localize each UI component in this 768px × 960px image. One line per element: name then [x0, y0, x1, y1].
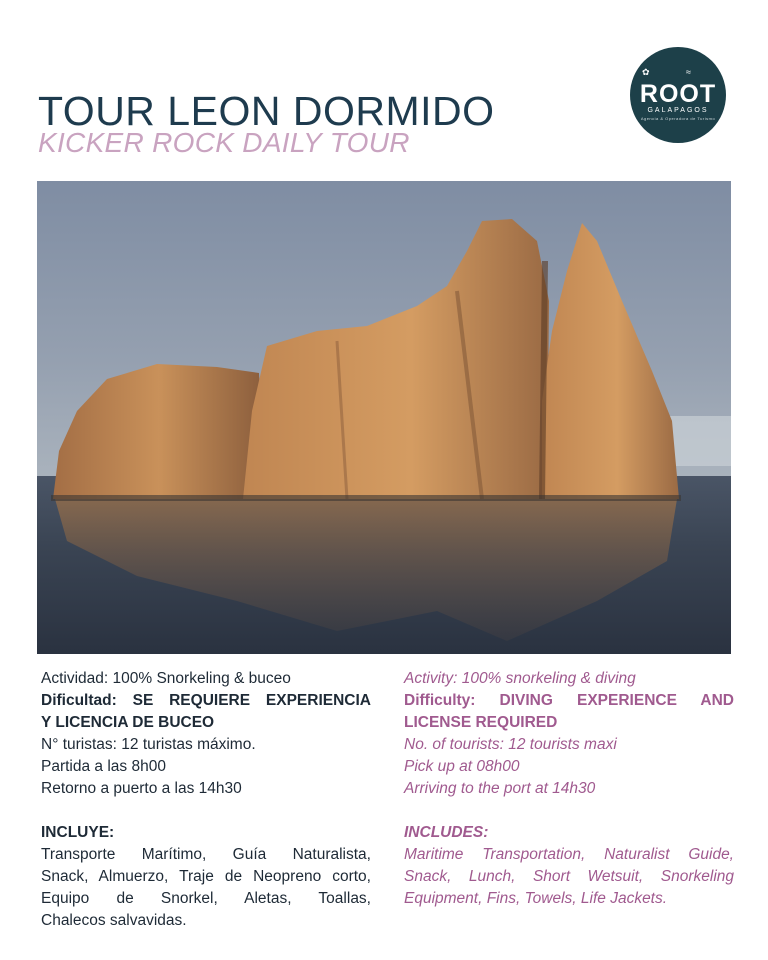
english-details [404, 668, 734, 910]
page-subtitle: KICKER ROCK DAILY TOUR [38, 127, 410, 158]
page-title: TOUR LEON DORMIDO [38, 88, 495, 134]
return-text: Retorno a puerto a las 14h30 [41, 780, 242, 797]
activity-text: Activity: 100% snorkeling & diving [404, 670, 636, 687]
includes-line: Chalecos salvavidas. [41, 912, 187, 929]
arrival-text: Arriving to the port at 14h30 [404, 780, 596, 797]
rock-crevice [542, 261, 545, 499]
includes-line: Snack, Almuerzo, Traje de Neopreno corto, [41, 868, 371, 885]
bird-icon: ≈ [686, 67, 691, 77]
includes-line: Snack, Lunch, Short Wetsuit, Snorkeling [404, 868, 734, 885]
difficulty-text-2: Y LICENCIA DE BUCEO [41, 714, 215, 731]
waterline [51, 495, 681, 501]
logo-tagline: Agencia & Operadora de Turismo [640, 116, 716, 121]
activity-text: Actividad: 100% Snorkeling & buceo [41, 670, 291, 687]
includes-line: Maritime Transportation, Naturalist Guide, [404, 846, 734, 863]
difficulty-text: Difficulty: DIVING EXPERIENCE AND [404, 692, 734, 709]
tourists-text: No. of tourists: 12 tourists maxi [404, 736, 617, 753]
departure-text: Partida a las 8h00 [41, 758, 166, 775]
kicker-rock-photo [37, 181, 731, 654]
includes-line: Equipo de Snorkel, Aletas, Toallas, [41, 890, 371, 907]
pickup-text: Pick up at 08h00 [404, 758, 520, 775]
includes-line: Equipment, Fins, Towels, Life Jackets. [404, 890, 668, 907]
difficulty-text-2: LICENSE REQUIRED [404, 714, 558, 731]
difficulty-text: Dificultad: SE REQUIERE EXPERIENCIA [41, 692, 371, 709]
includes-line: Transporte Marítimo, Guía Naturalista, [41, 846, 371, 863]
tourists-text: N° turistas: 12 turistas máximo. [41, 736, 256, 753]
spanish-details [41, 668, 371, 932]
bird-icon: ✿ [642, 67, 650, 77]
logo-subname: GALAPAGOS [647, 107, 709, 114]
logo-name: ROOT [639, 80, 717, 108]
root-galapagos-logo [630, 47, 726, 143]
includes-heading: INCLUYE: [41, 824, 115, 841]
includes-heading: INCLUDES: [404, 824, 489, 841]
